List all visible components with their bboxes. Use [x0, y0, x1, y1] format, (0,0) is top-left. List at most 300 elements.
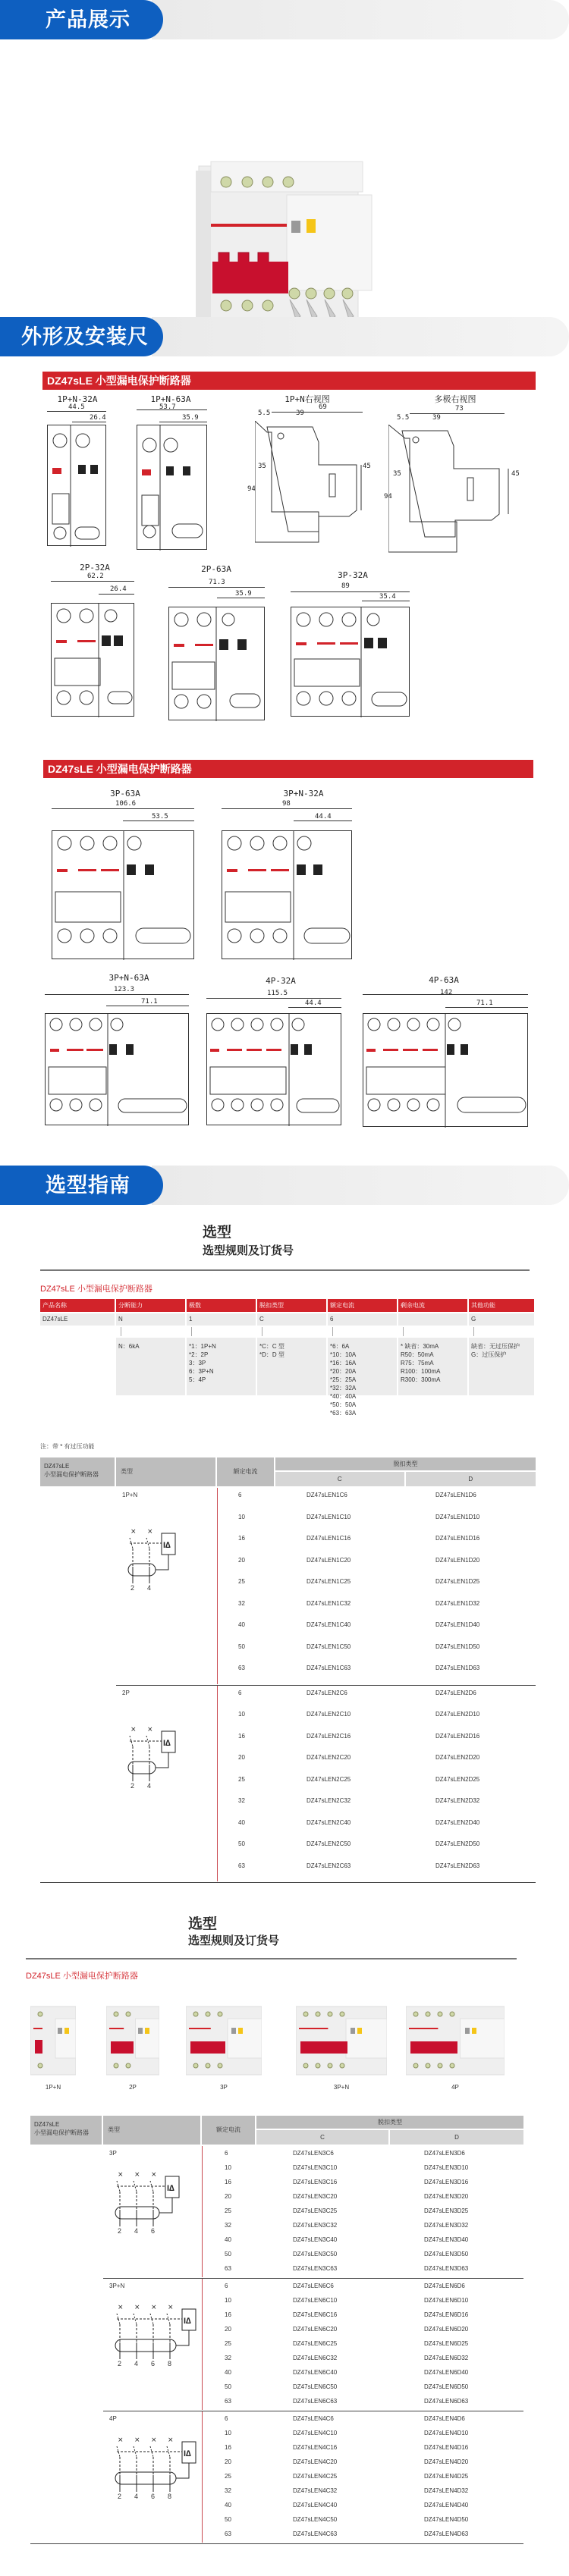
drawing-label: 3P+N-63A [108, 973, 149, 983]
order-code-c: DZ47sLEN4C25 [293, 2473, 338, 2480]
section-header-guide [0, 1166, 569, 1205]
product-item [30, 2002, 91, 2101]
selection-table [30, 2116, 523, 2571]
dimension-value: 5.5 [397, 414, 410, 422]
rated-current: 25 [238, 1775, 245, 1783]
rated-current: 40 [225, 2369, 231, 2376]
order-code-d: DZ47sLEN3D10 [424, 2164, 469, 2171]
terminal-label: 4 [147, 1781, 152, 1790]
order-code-c: DZ47sLEN6C20 [293, 2326, 338, 2333]
order-code-c: DZ47sLEN4C32 [293, 2487, 338, 2494]
rated-current: 20 [225, 2458, 231, 2465]
table-row [202, 2234, 523, 2246]
group-divider [40, 1882, 536, 1883]
dimension-value: 45 [511, 470, 520, 478]
dimension-value: 53.5 [152, 813, 168, 820]
section-title: 外形及安装尺寸 [0, 317, 163, 356]
order-code-d: DZ47sLEN6D20 [424, 2326, 469, 2333]
section-header-bar [152, 1166, 569, 1205]
column-divider [217, 1488, 218, 1684]
dimension-value: 115.5 [267, 990, 288, 997]
terminal-label: 6 [151, 2227, 156, 2235]
wiring-schematic-icon [112, 2434, 209, 2502]
rule-options: *1：1P+N *2：2P 3：3P 6：3P+N 5：4P [187, 1338, 256, 1395]
order-code-c: DZ47sLEN4C16 [293, 2444, 338, 2451]
table-row [202, 2514, 523, 2526]
rule-header: 其他功能 [469, 1299, 534, 1312]
order-code-c: DZ47sLEN1C40 [307, 1621, 351, 1628]
group-type: 3P [109, 2150, 117, 2157]
rule-value: C [257, 1313, 326, 1326]
dimension-value: 98 [282, 800, 291, 808]
product-image [186, 2002, 262, 2078]
table-row [202, 2176, 523, 2189]
rated-current: 40 [225, 2236, 231, 2243]
table-header-type: 类型 [116, 1457, 215, 1486]
rated-current: 63 [225, 2265, 231, 2272]
section-header-bar [152, 0, 569, 39]
table-row [202, 2191, 523, 2203]
rated-current: 25 [225, 2207, 231, 2214]
order-code-d: DZ47sLEN2D6 [435, 1689, 476, 1696]
product-label: 3P+N [333, 2084, 350, 2091]
column-divider [217, 1686, 218, 1882]
svg-text:⨯: ⨯ [118, 2436, 124, 2443]
dimension-value: 5.5 [258, 409, 271, 417]
rated-current: 10 [238, 1513, 245, 1520]
rated-current: 20 [225, 2193, 231, 2200]
svg-text:⨯: ⨯ [134, 2170, 140, 2178]
product-item [406, 2002, 520, 2101]
order-code-c: DZ47sLEN4C50 [293, 2516, 338, 2523]
rated-current: 20 [225, 2326, 231, 2333]
table-row [202, 2471, 523, 2483]
order-code-c: DZ47sLEN4C63 [293, 2531, 338, 2537]
order-code-d: DZ47sLEN6D32 [424, 2355, 469, 2361]
table-row [202, 2427, 523, 2440]
rule-value: DZ47sLE [40, 1313, 115, 1326]
table-header-trip: 脱扣类型 [275, 1457, 536, 1470]
rated-current: 25 [238, 1578, 245, 1585]
arrow-down-icon [191, 1327, 192, 1336]
table-row [217, 1752, 536, 1764]
order-code-d: DZ47sLEN4D10 [424, 2430, 469, 2436]
terminal-label: 2 [130, 1584, 135, 1592]
section-title: 选型指南 [0, 1166, 163, 1205]
order-code-d: DZ47sLEN2D10 [435, 1711, 480, 1718]
rated-current: 63 [238, 1665, 245, 1671]
drawing-label: 1P+N-32A [57, 394, 98, 404]
table-header-trip: 脱扣类型 [256, 2116, 523, 2129]
table-row [217, 1598, 536, 1610]
dimension-value: 71.3 [209, 579, 225, 586]
rated-current: 6 [225, 2283, 228, 2289]
svg-text:⨯: ⨯ [147, 1527, 153, 1535]
rule-options: 缺省：无过压保护 G：过压保护 [469, 1338, 534, 1395]
terminal-label: 4 [147, 1584, 152, 1592]
dimension-value: 45 [363, 463, 371, 470]
terminal-label: 2 [118, 2360, 122, 2367]
terminal-label: 2 [130, 1781, 135, 1790]
terminal-label: 4 [134, 2493, 139, 2500]
order-code-c: DZ47sLEN1C25 [307, 1578, 351, 1585]
order-code-c: DZ47sLEN3C63 [293, 2265, 338, 2272]
product-subname: 小型漏电保护断路器 [34, 2129, 89, 2136]
product-subname: 小型漏电保护断路器 [44, 1471, 99, 1478]
rated-current: 40 [225, 2502, 231, 2509]
table-row [202, 2220, 523, 2232]
order-code-d: DZ47sLEN6D40 [424, 2369, 469, 2376]
divider [40, 1269, 530, 1271]
table-row [202, 2148, 523, 2160]
order-code-c: DZ47sLEN3C20 [293, 2193, 338, 2200]
rule-options: *C：C 型 *D：D 型 [257, 1338, 326, 1395]
order-code-d: DZ47sLEN6D25 [424, 2340, 469, 2347]
product-label: 2P [129, 2084, 137, 2091]
order-code-c: DZ47sLEN2C16 [307, 1732, 351, 1740]
arrow-down-icon [403, 1327, 404, 1336]
table-row [217, 1533, 536, 1545]
order-code-d: DZ47sLEN6D6 [424, 2283, 465, 2289]
selection-title: 选型 [188, 1916, 218, 1932]
note: 注：带 * 有过压功能 [40, 1443, 95, 1450]
drawing-label: 3P+N-32A [283, 789, 324, 799]
product-label: 3P [220, 2084, 228, 2091]
dimension-banner: DZ47sLE 小型漏电保护断路器 [43, 760, 533, 778]
drawing-label: 3P-63A [110, 789, 140, 799]
rule-options: *6：6A *10：10A *16：16A *20：20A *25：25A *32：32A *40：40A *50：50A *63：63A [328, 1338, 397, 1395]
table-row [202, 2442, 523, 2454]
order-code-d: DZ47sLEN3D25 [424, 2207, 469, 2214]
table-row [217, 1489, 536, 1501]
product-item [106, 2002, 174, 2101]
column-divider [202, 2279, 203, 2410]
rated-current: 6 [225, 2150, 228, 2157]
rated-current: 50 [238, 1840, 245, 1847]
group-type: 4P [109, 2415, 117, 2422]
table-header-d: D [390, 2130, 523, 2145]
order-code-c: DZ47sLEN3C16 [293, 2179, 338, 2185]
dimension-value: 69 [319, 403, 327, 411]
rule-header: 剩余电流 [398, 1299, 467, 1312]
table-header-rated: 额定电流 [217, 1457, 274, 1486]
order-code-d: DZ47sLEN1D25 [435, 1578, 480, 1585]
terminal-label: 8 [168, 2360, 172, 2367]
table-header-product [30, 2116, 102, 2145]
table-row [217, 1555, 536, 1567]
order-code-d: DZ47sLEN4D32 [424, 2487, 469, 2494]
order-code-d: DZ47sLEN3D16 [424, 2179, 469, 2185]
order-code-c: DZ47sLEN6C6 [293, 2283, 334, 2289]
table-row [202, 2528, 523, 2540]
table-row [202, 2396, 523, 2408]
table-header-rated: 额定电流 [202, 2116, 255, 2145]
rated-current: 32 [238, 1797, 245, 1804]
rule-header: 分断能力 [116, 1299, 185, 1312]
dimension-value: 94 [247, 485, 256, 493]
product-image [106, 2002, 159, 2078]
drawing-label: 2P-63A [201, 564, 231, 574]
dimension-value: 44.4 [315, 813, 332, 820]
table-row [202, 2309, 523, 2321]
ordering-rule-table [40, 1299, 530, 1435]
table-row [202, 2413, 523, 2425]
rule-options: N：6kA [116, 1338, 185, 1395]
section-title: 产品展示 [0, 0, 163, 39]
group-divider [30, 2543, 523, 2544]
rule-header: 极数 [187, 1299, 256, 1312]
svg-text:⨯: ⨯ [151, 2170, 157, 2178]
order-code-d: DZ47sLEN4D50 [424, 2516, 469, 2523]
svg-text:I∆: I∆ [163, 1738, 171, 1748]
rated-current: 10 [225, 2164, 231, 2171]
order-code-d: DZ47sLEN6D16 [424, 2311, 469, 2318]
drawing-label: 1P+N-63A [150, 394, 191, 404]
table-row [202, 2280, 523, 2292]
order-code-c: DZ47sLEN1C63 [307, 1665, 351, 1671]
product-image [30, 2002, 76, 2078]
order-code-d: DZ47sLEN2D50 [435, 1840, 480, 1847]
table-row [202, 2499, 523, 2512]
order-code-d: DZ47sLEN3D6 [424, 2150, 465, 2157]
product-image [296, 2002, 387, 2078]
order-code-c: DZ47sLEN3C40 [293, 2236, 338, 2243]
rated-current: 32 [225, 2487, 231, 2494]
order-code-d: DZ47sLEN4D16 [424, 2444, 469, 2451]
order-code-c: DZ47sLEN1C50 [307, 1643, 351, 1650]
order-code-c: DZ47sLEN1C32 [307, 1599, 351, 1607]
order-code-c: DZ47sLEN2C10 [307, 1711, 351, 1718]
table-row [202, 2323, 523, 2336]
product-series-title: DZ47sLE 小型漏电保护断路器 [40, 1285, 152, 1294]
rated-current: 32 [238, 1599, 245, 1607]
rule-header: 产品名称 [40, 1299, 115, 1312]
rated-current: 6 [225, 2415, 228, 2422]
table-row [202, 2263, 523, 2275]
product-label: 4P [451, 2084, 459, 2091]
rated-current: 50 [225, 2516, 231, 2523]
product-name: DZ47sLE [44, 1463, 70, 1470]
order-code-c: DZ47sLEN3C50 [293, 2251, 338, 2258]
rated-current: 40 [238, 1818, 245, 1826]
rule-header: 额定电流 [328, 1299, 397, 1312]
dimension-value: 35 [258, 463, 266, 470]
dimension-value: 71.1 [476, 999, 493, 1007]
table-row [217, 1662, 536, 1674]
svg-text:I∆: I∆ [184, 2449, 191, 2458]
svg-text:⨯: ⨯ [151, 2436, 157, 2443]
order-code-c: DZ47sLEN2C50 [307, 1840, 351, 1847]
table-row [217, 1730, 536, 1743]
order-code-c: DZ47sLEN2C25 [307, 1775, 351, 1783]
order-code-d: DZ47sLEN4D63 [424, 2531, 469, 2537]
order-code-c: DZ47sLEN2C20 [307, 1754, 351, 1761]
order-code-c: DZ47sLEN4C6 [293, 2415, 334, 2422]
order-code-d: DZ47sLEN4D40 [424, 2502, 469, 2509]
table-row [202, 2295, 523, 2307]
dimension-value: 26.4 [90, 414, 106, 422]
rated-current: 40 [238, 1621, 245, 1628]
order-code-d: DZ47sLEN3D20 [424, 2193, 469, 2200]
product-item [296, 2002, 402, 2101]
rated-current: 32 [225, 2355, 231, 2361]
dimension-value: 142 [440, 989, 453, 996]
table-row [217, 1838, 536, 1850]
drawing-label: 1P+N右视图 [284, 394, 330, 404]
rule-header: 脱扣类型 [257, 1299, 326, 1312]
wiring-schematic-icon [112, 2301, 209, 2370]
dimension-value: 26.4 [110, 585, 127, 593]
rated-current: 10 [238, 1711, 245, 1718]
selection-table [40, 1457, 536, 1871]
svg-text:I∆: I∆ [167, 2184, 174, 2193]
product-label: 1P+N [45, 2084, 61, 2091]
svg-text:⨯: ⨯ [130, 1724, 137, 1733]
order-code-d: DZ47sLEN3D40 [424, 2236, 469, 2243]
svg-text:⨯: ⨯ [134, 2303, 140, 2311]
svg-text:⨯: ⨯ [118, 2303, 124, 2311]
group-divider [103, 2278, 523, 2279]
rated-current: 16 [238, 1535, 245, 1542]
selection-title: 选型 [203, 1225, 232, 1241]
table-header-c: C [256, 2130, 388, 2145]
section-header-display [0, 0, 569, 39]
dimension-value: 35.9 [182, 414, 199, 422]
table-row [202, 2367, 523, 2379]
order-code-d: DZ47sLEN3D32 [424, 2222, 469, 2229]
order-code-d: DZ47sLEN1D32 [435, 1599, 480, 1607]
order-code-d: DZ47sLEN2D32 [435, 1797, 480, 1804]
svg-text:⨯: ⨯ [134, 2436, 140, 2443]
order-code-d: DZ47sLEN6D50 [424, 2383, 469, 2390]
order-code-c: DZ47sLEN4C10 [293, 2430, 338, 2436]
order-code-c: DZ47sLEN6C25 [293, 2340, 338, 2347]
order-code-c: DZ47sLEN3C32 [293, 2222, 338, 2229]
order-code-c: DZ47sLEN1C16 [307, 1535, 351, 1542]
dimension-value: 35.9 [235, 590, 252, 598]
rated-current: 63 [225, 2398, 231, 2405]
table-row [202, 2248, 523, 2261]
group-type: 3P+N [109, 2283, 125, 2289]
selection-subtitle: 选型规则及订货号 [203, 1244, 294, 1257]
section-header-bar [152, 317, 569, 356]
order-code-c: DZ47sLEN6C32 [293, 2355, 338, 2361]
order-code-c: DZ47sLEN6C63 [293, 2398, 338, 2405]
rated-current: 16 [225, 2444, 231, 2451]
dimension-value: 71.1 [141, 998, 158, 1006]
rated-current: 63 [225, 2531, 231, 2537]
order-code-d: DZ47sLEN3D63 [424, 2265, 469, 2272]
dimension-value: 35.4 [379, 593, 396, 601]
group-type: 1P+N [122, 1492, 138, 1498]
order-code-d: DZ47sLEN1D6 [435, 1492, 476, 1498]
order-code-c: DZ47sLEN1C6 [307, 1492, 347, 1498]
table-row [217, 1576, 536, 1588]
column-divider [202, 2411, 203, 2543]
order-code-d: DZ47sLEN2D20 [435, 1754, 480, 1761]
order-code-d: DZ47sLEN6D63 [424, 2398, 469, 2405]
rule-value: 6 [328, 1313, 397, 1326]
drawing-label: 4P-32A [266, 976, 296, 986]
order-code-d: DZ47sLEN4D25 [424, 2473, 469, 2480]
table-header-type: 类型 [103, 2116, 200, 2145]
order-code-c: DZ47sLEN3C10 [293, 2164, 338, 2171]
arrow-down-icon [473, 1327, 474, 1336]
svg-text:⨯: ⨯ [147, 1724, 153, 1733]
product-item [186, 2002, 277, 2101]
rated-current: 6 [238, 1689, 242, 1696]
rule-value [398, 1313, 467, 1326]
order-code-d: DZ47sLEN2D63 [435, 1862, 480, 1869]
table-row [217, 1774, 536, 1786]
dimension-banner: DZ47sLE 小型漏电保护断路器 [42, 372, 536, 390]
order-code-d: DZ47sLEN1D10 [435, 1513, 480, 1520]
wiring-schematic-icon [125, 1526, 189, 1594]
order-code-d: DZ47sLEN3D50 [424, 2251, 469, 2258]
dimension-value: 73 [455, 405, 464, 413]
rated-current: 20 [238, 1754, 245, 1761]
table-row [202, 2456, 523, 2468]
terminal-label: 2 [118, 2493, 122, 2500]
drawing-label: 2P-32A [80, 563, 110, 573]
order-code-c: DZ47sLEN2C63 [307, 1862, 351, 1869]
rated-current: 25 [225, 2340, 231, 2347]
order-code-c: DZ47sLEN3C6 [293, 2150, 334, 2157]
rated-current: 10 [225, 2297, 231, 2304]
rated-current: 16 [225, 2311, 231, 2318]
order-code-c: DZ47sLEN3C25 [293, 2207, 338, 2214]
order-code-c: DZ47sLEN4C20 [293, 2458, 338, 2465]
product-name: DZ47sLE [34, 2121, 60, 2128]
terminal-label: 6 [151, 2360, 156, 2367]
svg-text:⨯: ⨯ [168, 2303, 174, 2311]
table-header-c: C [275, 1472, 404, 1486]
order-code-d: DZ47sLEN2D25 [435, 1775, 480, 1783]
group-divider [116, 1685, 536, 1686]
product-image [406, 2002, 505, 2078]
rule-value: G [469, 1313, 534, 1326]
dimension-value: 53.7 [159, 403, 176, 411]
order-code-c: DZ47sLEN2C6 [307, 1689, 347, 1696]
order-code-d: DZ47sLEN1D20 [435, 1556, 480, 1564]
dimension-value: 35 [393, 470, 401, 478]
drawing-label: 多极右视图 [434, 394, 476, 404]
dimension-value: 123.3 [114, 986, 135, 993]
drawing-label: 3P-32A [338, 570, 368, 580]
rated-current: 10 [225, 2430, 231, 2436]
order-code-d: DZ47sLEN1D63 [435, 1665, 480, 1671]
rated-current: 50 [225, 2383, 231, 2390]
terminal-label: 6 [151, 2493, 156, 2500]
terminal-label: 4 [134, 2360, 139, 2367]
table-header-d: D [406, 1472, 536, 1486]
rule-value: 1 [187, 1313, 256, 1326]
order-code-c: DZ47sLEN6C10 [293, 2297, 338, 2304]
order-code-d: DZ47sLEN4D6 [424, 2415, 465, 2422]
order-code-c: DZ47sLEN1C20 [307, 1556, 351, 1564]
dimension-value: 44.5 [68, 403, 85, 411]
table-header-product [40, 1457, 115, 1486]
rated-current: 16 [238, 1732, 245, 1740]
order-code-d: DZ47sLEN6D10 [424, 2297, 469, 2304]
order-code-c: DZ47sLEN4C40 [293, 2502, 338, 2509]
table-row [202, 2338, 523, 2350]
table-row [217, 1619, 536, 1631]
order-code-c: DZ47sLEN6C16 [293, 2311, 338, 2318]
order-code-c: DZ47sLEN2C32 [307, 1797, 351, 1804]
table-row [217, 1817, 536, 1829]
svg-text:⨯: ⨯ [118, 2170, 124, 2178]
